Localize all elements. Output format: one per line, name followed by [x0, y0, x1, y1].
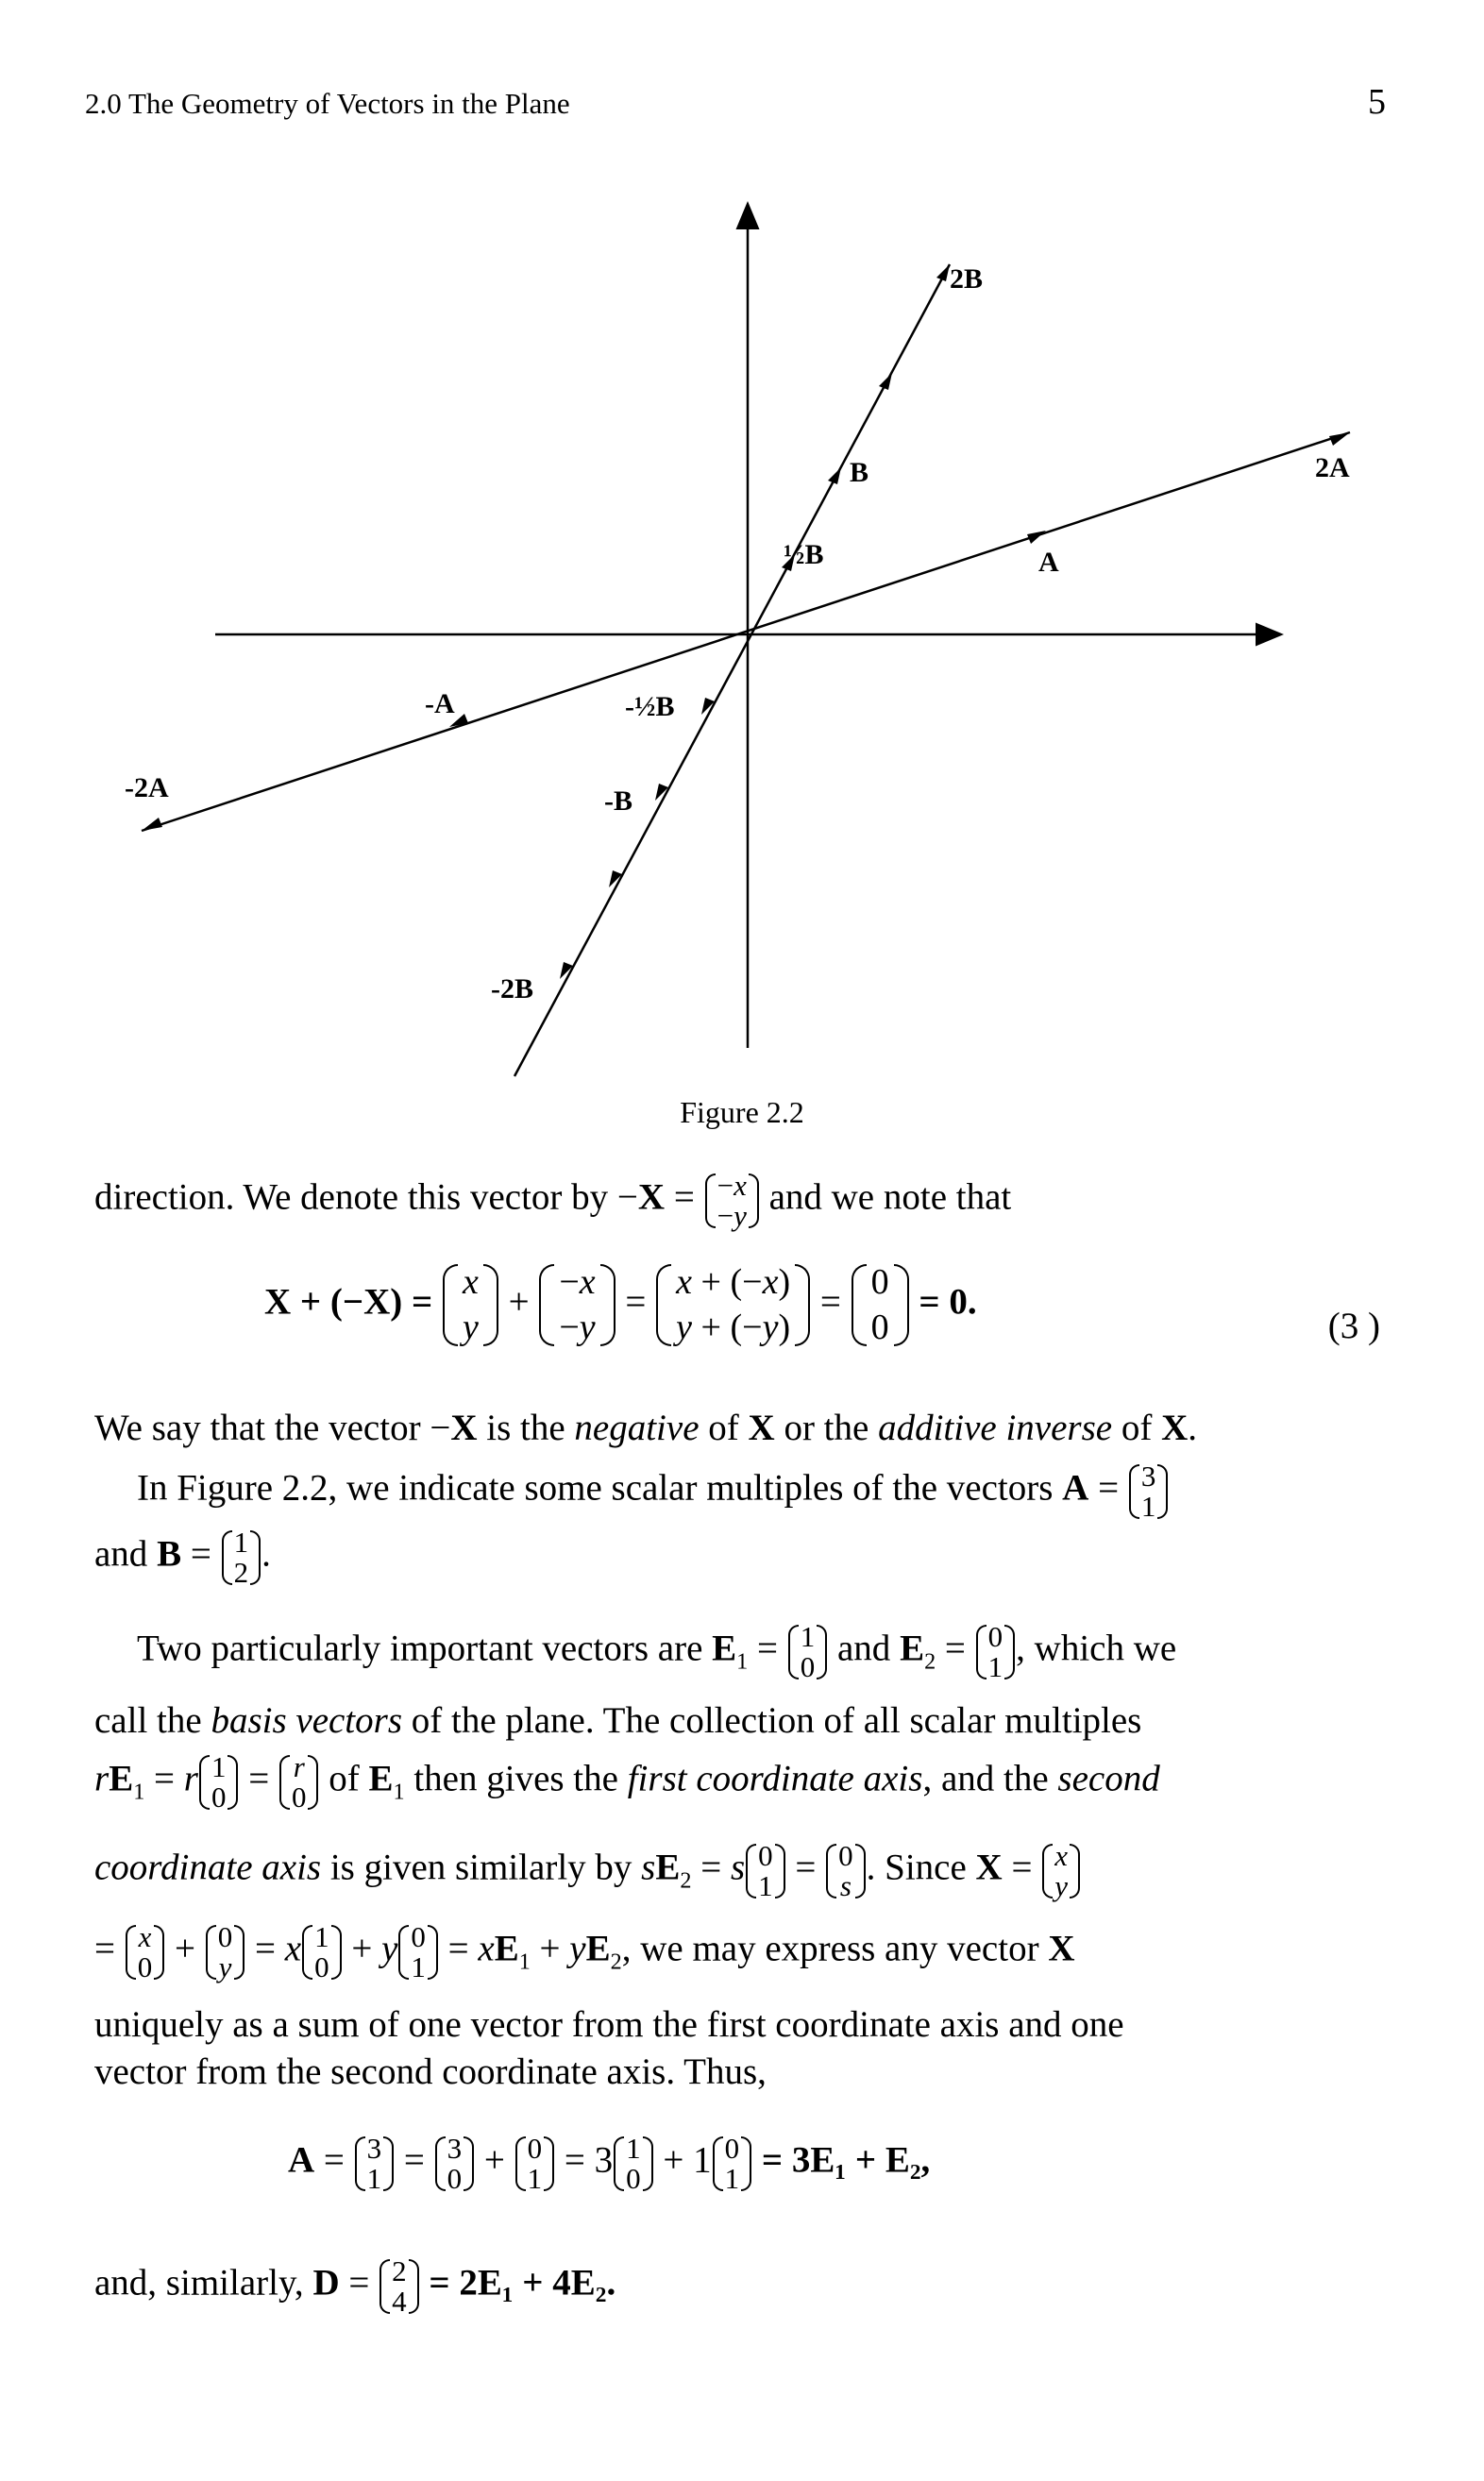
text-line-12: and, similarly, D = 2 4 = 2E₁ + 4E₂. [94, 2254, 616, 2318]
arrow-2B [936, 264, 950, 281]
figure-caption: Figure 2.2 [680, 1095, 804, 1129]
label-neg-2A: -2A [125, 772, 169, 803]
text-line-8: coordinate axis is given similarly by $sE_2 = s$ 0 1 = 0 s . Since X = x y [94, 1841, 1081, 1900]
text-line-1: direction. We denote this vector by −X = −x −y and we note that [94, 1169, 1012, 1232]
equation-3: X + (−X) = x y + −x −y = x + (−x) y + (−y) = 0 0 = 0. [264, 1260, 977, 1350]
label-A: A [1038, 547, 1059, 578]
label-2B: 2B [950, 263, 984, 295]
page-number: 5 [1368, 82, 1386, 122]
label-half-B: ½B [784, 539, 824, 570]
arrow-A [1027, 531, 1046, 544]
running-header: 2.0 The Geometry of Vectors in the Plane [85, 87, 570, 120]
label-B: B [850, 457, 869, 488]
figure-vector-plot [0, 179, 1484, 1123]
label-neg-2B: -2B [491, 973, 533, 1004]
equation-A: A = 3 1 = 3 0 + 0 1 = 3 1 0 + 1 0 1 = 3E₁ + E₂, [288, 2132, 931, 2195]
line-A [142, 432, 1350, 831]
label-neg-half-B: -½B [625, 691, 675, 722]
arrow-neg-2A [142, 818, 162, 831]
text-line-6: call the basis vectors of the plane. The collection of all scalar multiples [94, 1700, 1142, 1741]
label-neg-A: -A [425, 688, 455, 719]
text-line-10: uniquely as a sum of one vector from the first coordinate axis and one [94, 2004, 1124, 2045]
arrow-B-mid [879, 373, 892, 390]
text-line-2: We say that the vector −X is the negative of X or the additive inverse of X. [94, 1408, 1197, 1448]
text-line-11: vector from the second coordinate axis. Thus, [94, 2051, 767, 2092]
arrow-2A [1329, 432, 1350, 446]
text-line-3: In Figure 2.2, we indicate some scalar multiples of the vectors A = 3 1 [137, 1461, 1169, 1521]
text-line-7: $rE_1 = r$ 1 0 = r 0 of $E_1$ then gives the first coordinate axis, and the second [94, 1750, 1160, 1814]
label-2A: 2A [1315, 452, 1350, 483]
label-neg-B: -B [604, 785, 632, 817]
equation-number: (3 ) [1327, 1306, 1380, 1346]
text-line-5: Two particularly important vectors are $E_1$ = 1 0 and $E_2$ = 0 1 , which we [137, 1620, 1177, 1683]
text-line-9: = x 0 + 0 y = x 1 0 + y 0 1 = $xE_1 + yE_2$, we may express any vector X [94, 1920, 1075, 1983]
text-line-4: and B = 1 2 . [94, 1526, 271, 1589]
arrow-B [828, 467, 841, 484]
